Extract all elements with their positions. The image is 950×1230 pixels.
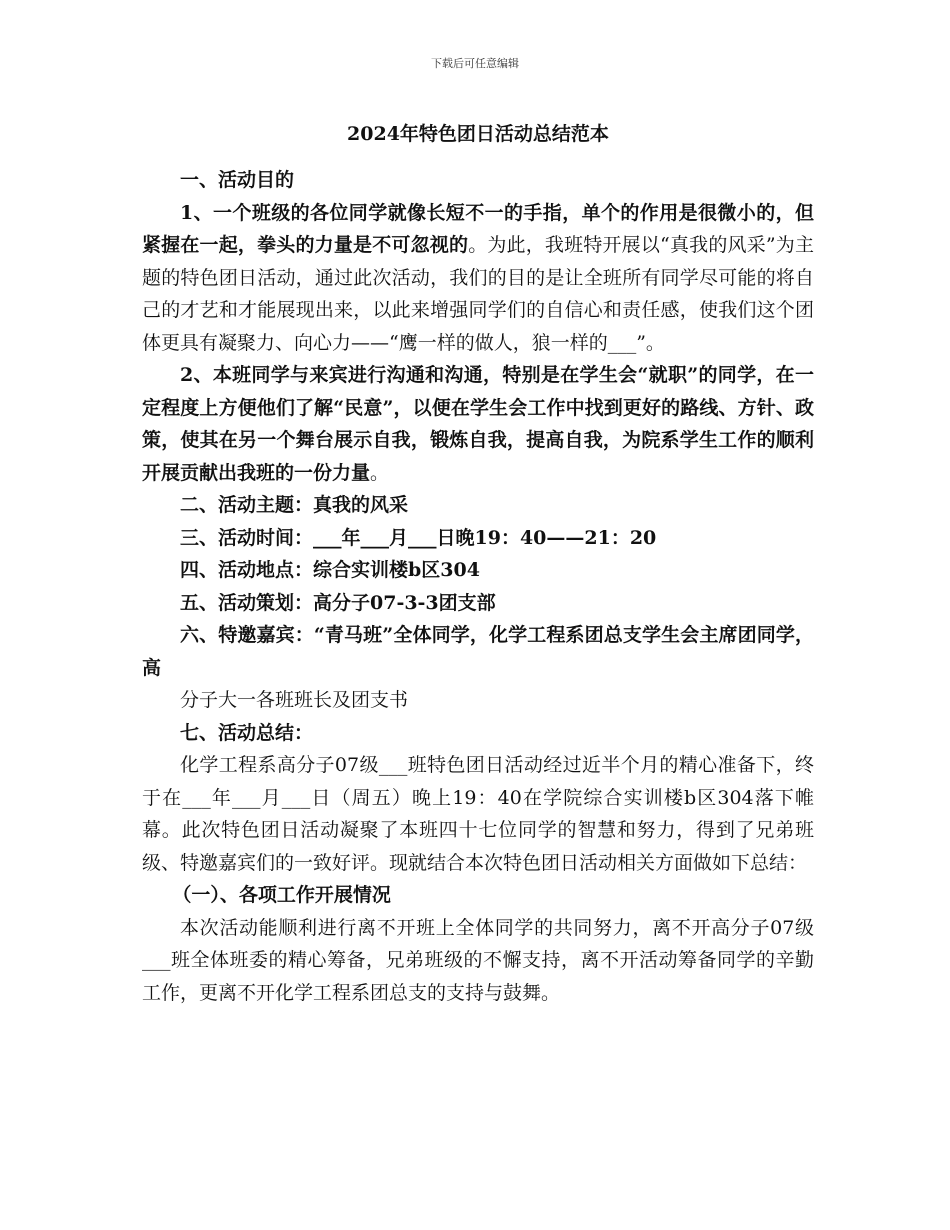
section-guests-continued: 分子大一各班班长及团支书 bbox=[180, 689, 409, 711]
section-heading-summary: 七、活动总结： bbox=[180, 721, 314, 744]
paragraph-purpose-1 bbox=[142, 197, 814, 360]
body-text: 。为此，我班特开展以“真我的风采”为主题的特色团日活动，通过此次活动，我们的目的是让全班所有同学尽可能的将自己的才艺和才能展现出来，以此来增强同学们的自信心和责任感，使我们这个团体更具有凝聚力、向心力——“鹰一样的做人，狼一样的___”。 bbox=[142, 234, 814, 354]
document-body bbox=[142, 118, 814, 1009]
document-title: 2024年特色团日活动总结范本 bbox=[347, 123, 609, 145]
section-planner: 五、活动策划：高分子07-3-3团支部 bbox=[180, 591, 496, 614]
paragraph-work: 本次活动能顺利进行离不开班上全体同学的共同努力，离不开高分子07级___班全体班委的精心筹备，兄弟班级的不懈支持，离不开活动筹备同学的辛勤工作，更离不开化学工程系团总支的支持与鼓舞。 bbox=[142, 916, 814, 1004]
bold-text: 1、一个班级的各位同学就像长短不一的手指，单个的作用是很微小的，但紧握在一起，拳头的力量是不可忽视的 bbox=[142, 201, 814, 256]
paragraph-purpose-2 bbox=[142, 359, 814, 489]
paragraph-summary: 化学工程系高分子07级___班特色团日活动经过近半个月的精心准备下，终于在___年___月___日（周五）晚上19：40在学院综合实训楼b区304落下帷幕。此次特色团日活动凝聚了本班四十七位同学的智慧和努力，得到了兄弟班级、特邀嘉宾们的一致好评。现就结合本次特色团日活动相关方面做如下总结： bbox=[142, 754, 814, 874]
section-theme: 二、活动主题：真我的风采 bbox=[180, 494, 409, 516]
body-text: 。 bbox=[370, 461, 390, 484]
section-time: 三、活动时间：___年___月___日晚19：40——21：20 bbox=[180, 526, 657, 549]
section-location: 四、活动地点：综合实训楼b区304 bbox=[180, 559, 480, 581]
header-note: 下载后可任意编辑 bbox=[431, 57, 519, 70]
section-heading-purpose: 一、活动目的 bbox=[180, 169, 295, 191]
section-guests: 六、特邀嘉宾：“青马班”全体同学，化学工程系团总支学生会主席团同学，高 bbox=[142, 624, 814, 679]
bold-text: 2、本班同学与来宾进行沟通和沟通，特别是在学生会“就职”的同学，在一定程度上方便他们了解“民意”，以便在学生会工作中找到更好的路线、方针、政策，使其在另一个舞台展示自我，锻炼自我，提高自我，为院系学生工作的顺利开展贡献出我班的一份力量 bbox=[142, 364, 814, 484]
subsection-heading-work: （一）、各项工作开展情况 bbox=[172, 884, 391, 906]
